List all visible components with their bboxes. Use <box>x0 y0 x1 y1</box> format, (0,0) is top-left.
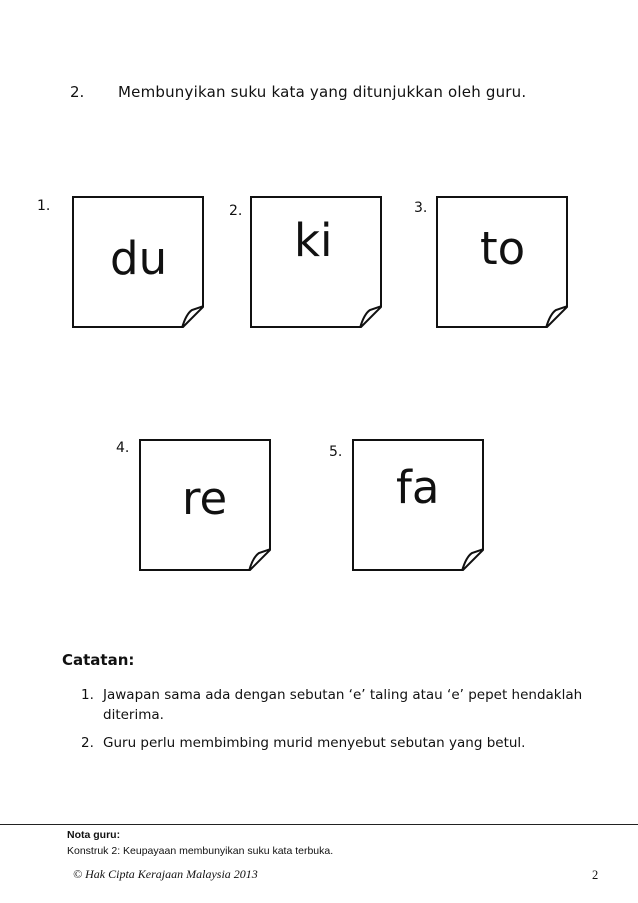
note-text: Guru perlu membimbing murid menyebut sebutan yang betul. <box>103 735 526 751</box>
note-number: 1. <box>81 687 94 703</box>
page-curl-icon <box>544 304 568 328</box>
syllable-card-ki[interactable] <box>250 196 382 328</box>
card-number: 1. <box>37 198 51 214</box>
note-item <box>81 685 621 725</box>
note-item <box>81 733 621 753</box>
card-number: 2. <box>229 203 243 219</box>
card-number: 5. <box>329 444 343 460</box>
notes-heading: Catatan: <box>62 651 135 669</box>
syllable-card-re[interactable] <box>139 439 271 571</box>
footer-divider <box>0 824 638 825</box>
card-syllable: du <box>110 232 168 285</box>
page-curl-icon <box>180 304 204 328</box>
card-syllable: ki <box>294 214 333 267</box>
syllable-card-fa[interactable] <box>352 439 484 571</box>
question-number: 2. <box>70 83 85 101</box>
copyright-notice: © Hak Cipta Kerajaan Malaysia 2013 <box>73 867 258 881</box>
card-syllable: to <box>480 222 526 275</box>
teacher-note-title: Nota guru: <box>67 829 121 841</box>
card-syllable: re <box>182 472 228 525</box>
syllable-card-du[interactable] <box>72 196 204 328</box>
note-number: 2. <box>81 735 94 751</box>
page-curl-icon <box>460 547 484 571</box>
card-syllable: fa <box>396 461 440 514</box>
card-number: 3. <box>414 200 428 216</box>
question-text: Membunyikan suku kata yang ditunjukkan oleh guru. <box>118 83 527 101</box>
syllable-card-to[interactable] <box>436 196 568 328</box>
page-curl-icon <box>247 547 271 571</box>
card-number: 4. <box>116 440 130 456</box>
page-curl-icon <box>358 304 382 328</box>
page-number: 2 <box>592 868 599 882</box>
teacher-note-text: Konstruk 2: Keupayaan membunyikan suku kata terbuka. <box>67 845 334 857</box>
note-text: Jawapan sama ada dengan sebutan ‘e’ taling atau ‘e’ pepet hendaklah diterima. <box>103 687 583 723</box>
